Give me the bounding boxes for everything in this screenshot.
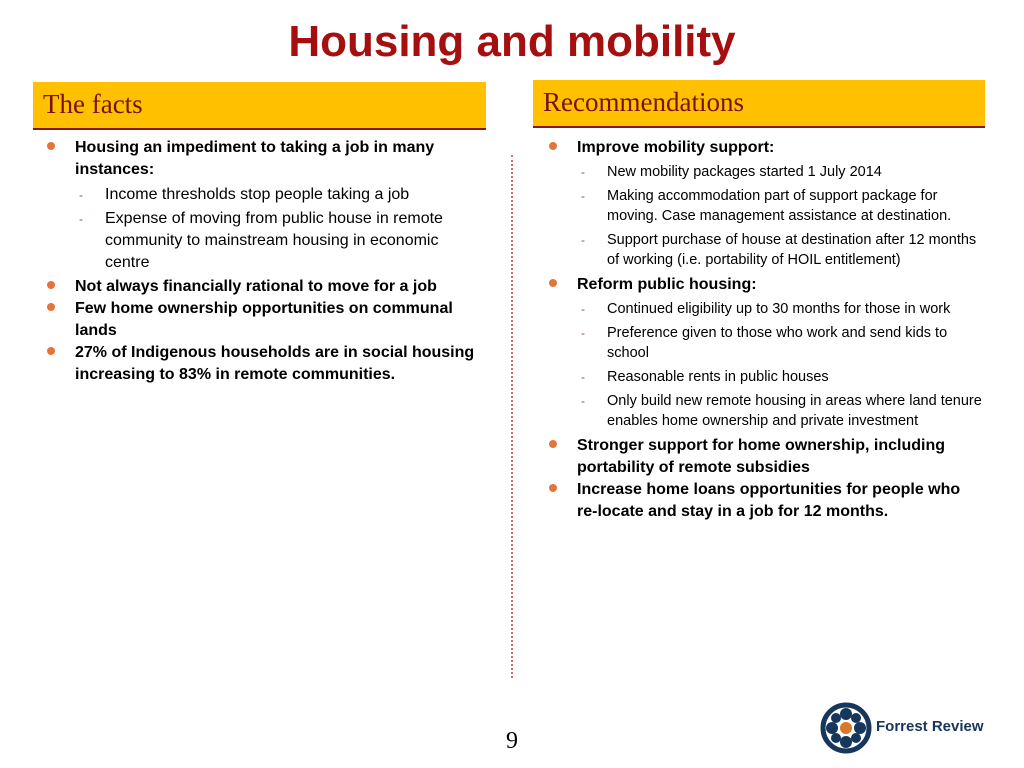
sub-list-item [75, 208, 477, 274]
dash-icon: - [581, 302, 585, 316]
dash-icon: - [79, 188, 83, 202]
sub-list-item [577, 367, 984, 387]
logo-text: Forrest Review [876, 718, 984, 735]
slide-title: Housing and mobility [288, 17, 736, 66]
wheel-logo-icon [820, 702, 872, 754]
sub-list-item [577, 230, 984, 270]
list-item-text: 27% of Indigenous households are in social housing increasing to 83% in remote communities. [75, 344, 475, 383]
sub-list-item [577, 299, 984, 319]
sub-list-item [577, 391, 984, 431]
dash-icon: - [79, 212, 83, 226]
bullet-icon [549, 142, 557, 150]
recommendations-list [549, 137, 984, 523]
list-item [47, 298, 477, 342]
sub-list-item-text: Reasonable rents in public houses [607, 369, 829, 385]
sub-list-item-text: Income thresholds stop people taking a job [105, 186, 410, 203]
list-item-text: Not always financially rational to move for a job [75, 278, 437, 295]
bullet-icon [549, 279, 557, 287]
list-item-text: Reform public housing: [577, 276, 757, 293]
bullet-icon [549, 440, 557, 448]
sub-list-item [577, 186, 984, 226]
sub-list [75, 184, 477, 274]
sub-list-item [577, 323, 984, 363]
sub-list-item-text: Support purchase of house at destination after 12 months of working (i.e. portability of HOIL entitlement) [607, 232, 977, 268]
list-item [549, 479, 984, 523]
list-item [549, 274, 984, 431]
list-item-text: Improve mobility support: [577, 139, 775, 156]
list-item-text: Increase home loans opportunities for people who re-locate and stay in a job for 12 months. [577, 481, 961, 520]
sub-list-item-text: Preference given to those who work and send kids to school [607, 325, 948, 361]
dash-icon: - [581, 233, 585, 247]
list-item-text: Few home ownership opportunities on communal lands [75, 300, 453, 339]
forrest-review-logo [820, 702, 984, 754]
facts-header: The facts [33, 82, 486, 130]
page-number: 9 [506, 728, 518, 754]
sub-list-item [75, 184, 477, 206]
dash-icon: - [581, 326, 585, 340]
sub-list [577, 299, 984, 431]
column-divider [511, 155, 513, 678]
sub-list-item-text: Continued eligibility up to 30 months for those in work [607, 301, 951, 317]
list-item [549, 137, 984, 270]
dash-icon: - [581, 370, 585, 384]
dash-icon: - [581, 394, 585, 408]
list-item [47, 276, 477, 298]
bullet-icon [549, 484, 557, 492]
list-item-text: Stronger support for home ownership, including portability of remote subsidies [577, 437, 945, 476]
sub-list-item-text: Expense of moving from public house in remote community to mainstream housing in economic centre [105, 210, 443, 271]
bullet-icon [47, 347, 55, 355]
list-item-text: Housing an impediment to taking a job in many instances: [75, 139, 435, 178]
list-item [47, 137, 477, 274]
sub-list-item-text: Making accommodation part of support package for moving. Case management assistance at destination. [607, 188, 952, 224]
sub-list-item-text: Only build new remote housing in areas where land tenure enables home ownership and private investment [607, 393, 982, 429]
list-item [47, 342, 477, 386]
bullet-icon [47, 303, 55, 311]
dash-icon: - [581, 189, 585, 203]
bullet-icon [47, 281, 55, 289]
dash-icon: - [581, 165, 585, 179]
bullet-icon [47, 142, 55, 150]
sub-list-item-text: New mobility packages started 1 July 2014 [607, 164, 882, 180]
sub-list [577, 162, 984, 270]
list-item [549, 435, 984, 479]
facts-list [47, 137, 477, 386]
recommendations-header: Recommendations [533, 80, 985, 128]
sub-list-item [577, 162, 984, 182]
